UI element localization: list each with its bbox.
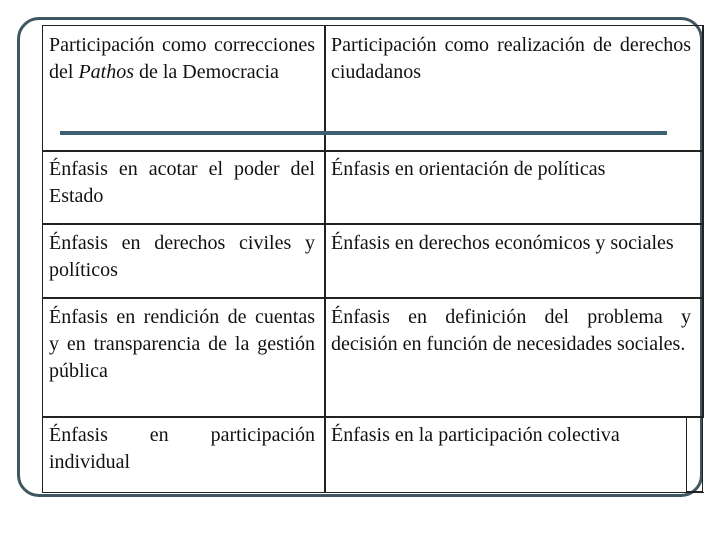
header-col1 (49, 32, 315, 86)
row4-col2: Énfasis en la participación colectiva (331, 424, 620, 446)
header-underline-bar (60, 131, 667, 135)
row3-col2: Énfasis en definición del problema y decisión en función de necesidades sociales. (331, 306, 691, 355)
header-col1-text: Participación como correcciones del (49, 34, 315, 83)
side-box (686, 417, 703, 492)
header-col1-emphasis: Pathos (78, 61, 134, 83)
header-col1-text-end: de la Democracia (134, 61, 279, 83)
row-divider (42, 297, 704, 299)
row-divider (42, 223, 704, 225)
column-divider (324, 25, 326, 493)
row1-col1: Énfasis en acotar el poder del Estado (49, 158, 315, 207)
row3-col1: Énfasis en rendición de cuentas y en transparencia de la gestión pública (49, 306, 315, 382)
table-right-border (702, 25, 704, 417)
row1-col2: Énfasis en orientación de políticas (331, 158, 606, 180)
row2-col2: Énfasis en derechos económicos y sociales (331, 232, 674, 254)
row4-col1: Énfasis en participación individual (49, 424, 315, 473)
header-col2: Participación como realización de derechos ciudadanos (331, 34, 691, 83)
row2-col1: Énfasis en derechos civiles y políticos (49, 232, 315, 281)
row-divider (42, 150, 704, 152)
row-divider (42, 416, 704, 418)
